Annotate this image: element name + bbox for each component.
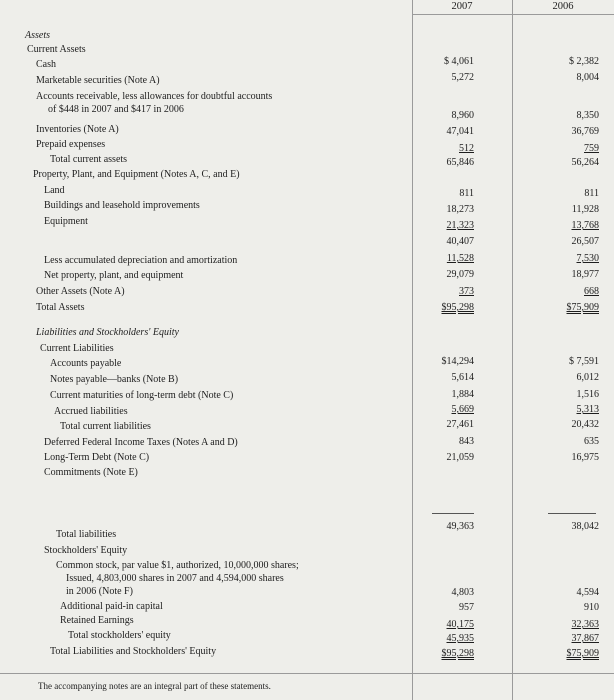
total-liabilities-2006: 38,042 [571, 521, 599, 532]
receivable-label: Accounts receivable, less allowances for doubtful accounts [36, 91, 273, 102]
current-maturities-2007: 1,884 [451, 389, 474, 400]
net-ppe-2006: 18,977 [571, 269, 599, 280]
total-liab-equity-2007: $95,298 [441, 648, 474, 659]
cash-2007: $ 4,061 [444, 56, 474, 67]
accrued-2006: 5,313 [576, 404, 599, 415]
land-2007: 811 [459, 188, 474, 199]
depreciation-2007: 11,528 [446, 253, 474, 264]
current-maturities-2006: 1,516 [576, 389, 599, 400]
current-liabilities-heading: Current Liabilities [40, 343, 114, 354]
total-liabilities-label: Total liabilities [56, 529, 117, 540]
total-current-assets-2006: 56,264 [571, 157, 599, 168]
common-stock-2006: 4,594 [576, 587, 599, 598]
commitments-label: Commitments (Note E) [44, 467, 138, 478]
total-liabilities-rule-2006 [548, 513, 596, 514]
total-assets-2007: $95,298 [441, 302, 474, 313]
common-stock-2007: 4,803 [451, 587, 474, 598]
payable-2007: $14,294 [441, 356, 474, 367]
section-title-liabilities: Liabilities and Stockholders' Equity [36, 327, 179, 338]
retained-label: Retained Earnings [60, 615, 134, 626]
long-term-debt-2006: 16,975 [571, 452, 599, 463]
common-stock-label: Common stock, par value $1, authorized, 10,000,000 shares; [56, 560, 299, 571]
total-equity-2007: 45,935 [446, 633, 474, 644]
retained-2006: 32,363 [571, 619, 599, 630]
ppe-subtotal-2006: 26,507 [571, 236, 599, 247]
header-divider [412, 14, 614, 15]
column-header-2006: 2006 [552, 1, 574, 12]
retained-2007: 40,175 [446, 619, 474, 630]
buildings-2006: 11,928 [571, 204, 599, 215]
common-stock-label-3: in 2006 (Note F) [66, 586, 133, 597]
depreciation-label: Less accumulated depreciation and amortization [44, 255, 238, 266]
marketable-2007: 5,272 [451, 72, 474, 83]
total-liabilities-rule-2007 [432, 513, 474, 514]
column-header-2007: 2007 [451, 1, 473, 12]
other-assets-label: Other Assets (Note A) [36, 286, 125, 297]
cash-label: Cash [36, 59, 56, 70]
receivable-label-2: of $448 in 2007 and $417 in 2006 [48, 104, 184, 115]
footer-note: The accompanying notes are an integral part of these statements. [38, 681, 271, 691]
paid-in-label: Additional paid-in capital [60, 601, 163, 612]
total-liab-equity-2006: $75,909 [566, 648, 599, 659]
footer-divider [0, 673, 614, 674]
ppe-heading: Property, Plant, and Equipment (Notes A, C, and E) [33, 169, 240, 180]
prepaid-2007: 512 [459, 143, 474, 154]
payable-label: Accounts payable [50, 358, 122, 369]
current-maturities-label: Current maturities of long-term debt (Note C) [50, 390, 234, 401]
total-current-liab-label: Total current liabilities [60, 421, 151, 432]
total-equity-label: Total stockholders' equity [68, 630, 171, 641]
equipment-label: Equipment [44, 216, 88, 227]
current-assets-heading: Current Assets [27, 44, 86, 55]
marketable-label: Marketable securities (Note A) [36, 75, 160, 86]
marketable-2006: 8,004 [576, 72, 599, 83]
long-term-debt-2007: 21,059 [446, 452, 474, 463]
deferred-tax-label: Deferred Federal Income Taxes (Notes A and D) [44, 437, 238, 448]
deferred-tax-2006: 635 [584, 436, 599, 447]
long-term-debt-label: Long-Term Debt (Note C) [44, 452, 150, 463]
accrued-2007: 5,669 [451, 404, 474, 415]
land-2006: 811 [584, 188, 599, 199]
receivable-2006: 8,350 [576, 110, 599, 121]
accrued-label: Accrued liabilities [54, 406, 128, 417]
payable-2006: $ 7,591 [569, 356, 599, 367]
buildings-2007: 18,273 [446, 204, 474, 215]
ppe-subtotal-2007: 40,407 [446, 236, 474, 247]
total-liab-equity-label: Total Liabilities and Stockholders' Equity [50, 646, 217, 657]
depreciation-2006: 7,530 [576, 253, 599, 264]
equipment-2006: 13,768 [571, 220, 599, 231]
section-title-assets: Assets [25, 30, 50, 41]
inventories-2006: 36,769 [571, 126, 599, 137]
total-current-liab-2007: 27,461 [446, 419, 474, 430]
common-stock-label-2: Issued, 4,803,000 shares in 2007 and 4,594,000 shares [66, 573, 284, 584]
paid-in-2007: 957 [459, 602, 474, 613]
prepaid-label: Prepaid expenses [36, 139, 106, 150]
total-current-assets-label: Total current assets [50, 154, 128, 165]
net-ppe-label: Net property, plant, and equipment [44, 270, 184, 281]
notes-payable-label: Notes payable—banks (Note B) [50, 374, 179, 385]
receivable-2007: 8,960 [451, 110, 474, 121]
total-current-assets-2007: 65,846 [446, 157, 474, 168]
net-ppe-2007: 29,079 [446, 269, 474, 280]
stockholders-equity-heading: Stockholders' Equity [44, 545, 128, 556]
buildings-label: Buildings and leasehold improvements [44, 200, 200, 211]
column-divider [512, 0, 513, 700]
equipment-2007: 21,323 [446, 220, 474, 231]
total-current-liab-2006: 20,432 [571, 419, 599, 430]
total-assets-label: Total Assets [36, 302, 85, 313]
other-assets-2006: 668 [584, 286, 599, 297]
inventories-label: Inventories (Note A) [36, 124, 119, 135]
total-assets-2006: $75,909 [566, 302, 599, 313]
deferred-tax-2007: 843 [459, 436, 474, 447]
notes-payable-2007: 5,614 [451, 372, 474, 383]
total-liabilities-2007: 49,363 [446, 521, 474, 532]
prepaid-2006: 759 [584, 143, 599, 154]
notes-payable-2006: 6,012 [576, 372, 599, 383]
cash-2006: $ 2,382 [569, 56, 599, 67]
other-assets-2007: 373 [459, 286, 474, 297]
inventories-2007: 47,041 [446, 126, 474, 137]
paid-in-2006: 910 [584, 602, 599, 613]
total-equity-2006: 37,867 [571, 633, 599, 644]
land-label: Land [44, 185, 65, 196]
